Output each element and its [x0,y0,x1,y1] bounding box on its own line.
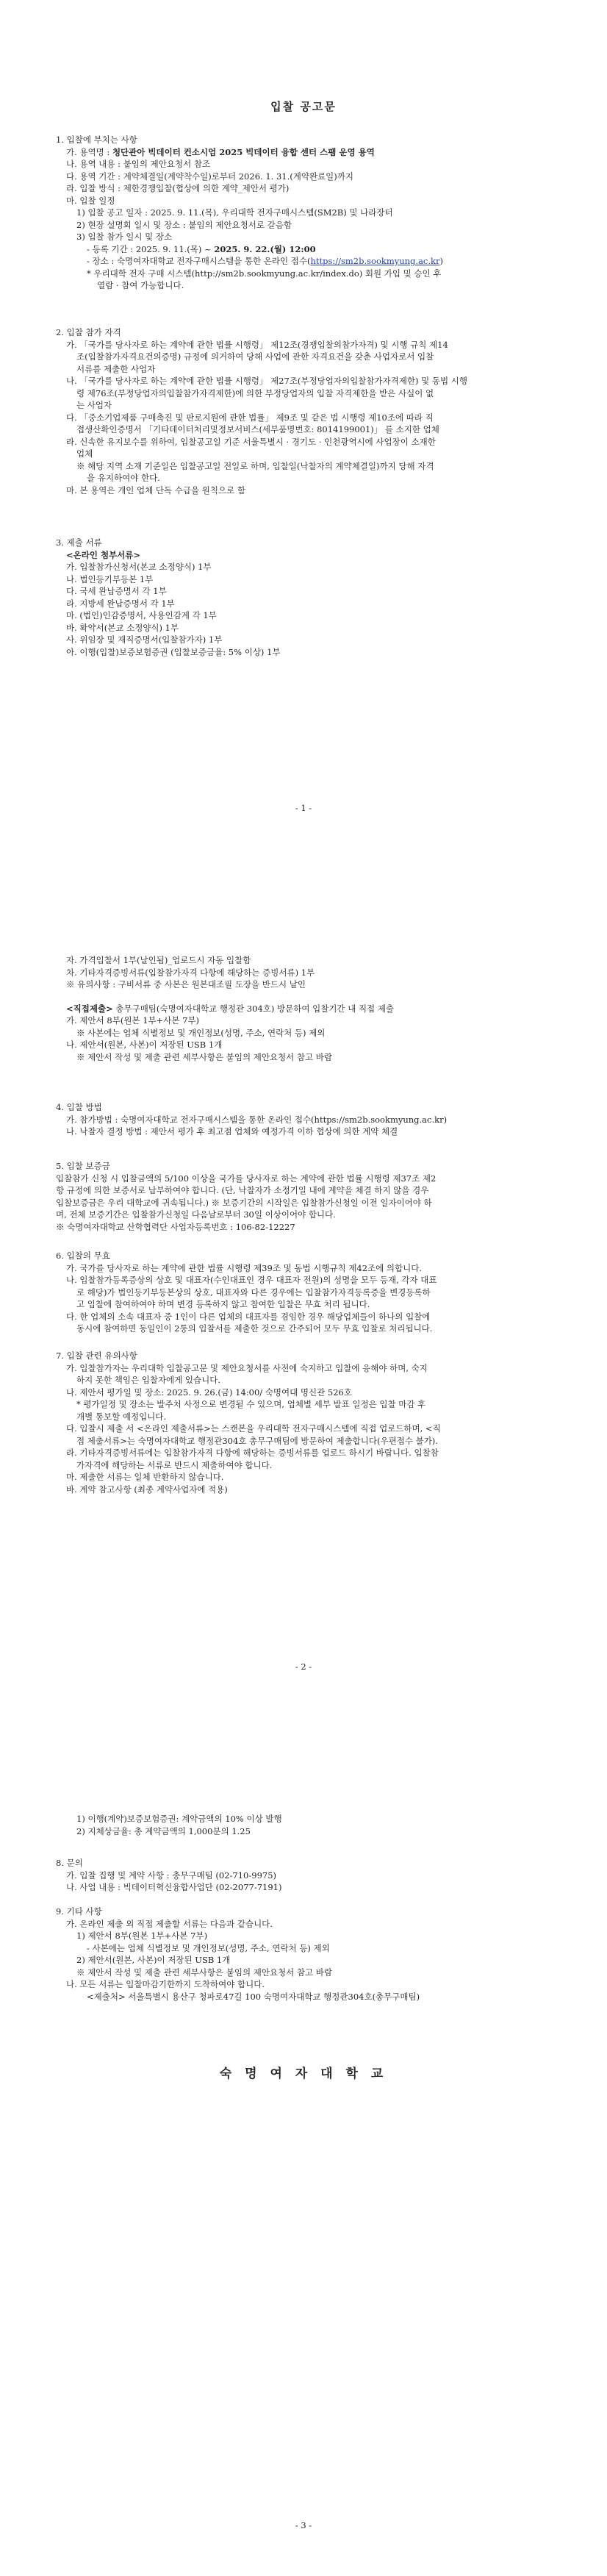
page-number: - 3 - [295,2520,312,2530]
contact-text: 가. 입찰 집행 및 계약 사항 : 총무구매팀 (02-710-9975) [66,1870,277,1881]
deposit-text: 며, 전체 보증기간은 입찰참가신청일 다음날로부터 30일 이상이어야 합니다. [56,1209,336,1220]
registration-period: - 등록 기간 : 2025. 9. 11.(목) ~ 2025. 9. 22.(월) 12:00 [87,243,316,254]
page-3 [0,1717,607,2576]
caution-note: ※ 유의사항 : 구비서류 중 사본은 원본대조필 도장을 반드시 날인 [66,979,306,990]
page-number: - 1 - [295,803,312,813]
list-item: 가. 입찰참가신청서(본교 소정양식) 1부 [66,562,212,572]
qualification-text: 가. 「국가를 당사자로 하는 계약에 관한 법률 시행령」 제12조(경쟁입찰의참가자격) 및 시행 규칙 제14 [66,339,448,350]
section-heading: 3. 제출 서류 [56,537,102,548]
section-1 [56,134,551,292]
deposit-text: 항 규정에 의한 보증서로 납부하여야 합니다. (단, 낙찰자가 소정기일 내에 계약을 체결 하지 않을 경우 [56,1185,429,1195]
section-3-continued [56,954,551,1063]
notice-text: 라. 기타자격증빙서류에는 입찰참가자격 다항에 해당하는 증빙서류를 업로드 하시기 바랍니다. 입찰참 [66,1448,439,1458]
section-heading: 1. 입찰에 부치는 사항 [56,135,137,145]
section-2 [56,326,551,496]
evaluation-date: 나. 제안서 평가일 및 장소: 2025. 9. 26.(금) 14:00/ 숙명여대 명신관 526호 [66,1387,352,1398]
list-item: 아. 이행(입찰)보증보험증권 (입찰보증금율: 5% 이상) 1부 [66,646,281,657]
list-item: 나. 제안서(원본, 사본)이 저장된 USB 1개 [66,1040,223,1050]
invalid-text: 나. 입찰참가등록증상의 상호 및 대표자(수인대표인 경우 대표자 전원)의 성명을 모두 등재, 각자 대표 [66,1275,437,1285]
bid-method: 라. 입찰 방식 : 제한경쟁입찰(협상에 의한 계약_제안서 평가) [66,183,290,193]
qualification-text: 마. 본 용역은 개인 업체 단독 수급을 원칙으로 함 [66,484,245,495]
schedule-item: 2) 현장 설명회 일시 및 장소 : 붙임의 제안요청서로 갈음함 [76,219,292,230]
list-item: 라. 지방세 완납증명서 각 1부 [66,598,175,609]
section-heading: 7. 입찰 관련 유의사항 [56,1350,137,1361]
misc-text: 나. 모든 서류는 입찰마감기한까지 도착하여야 합니다. [66,1979,265,1989]
section-heading: 2. 입찰 참가 자격 [56,327,121,337]
bid-method-text: 가. 참가방법 : 숙명여자대학교 전자구매시스템을 통한 온라인 접수(https://sm2b.sookmyung.ac.kr) [66,1114,448,1125]
bid-method-text: 나. 낙찰자 결정 방법 : 제안서 평가 후 최고점 업체와 예정가격 이하 협상에 의한 계약 체결 [66,1126,398,1137]
section-9 [56,1906,551,2003]
section-6 [56,1250,551,1335]
contact-text: 나. 사업 내용 : 빅데이터혁신융합사업단 (02-2077-7191) [66,1882,282,1892]
notice-text: 다. 입찰시 제출 서 <온라인 제출서류>는 스캔본을 우리대학 전자구매시스템에 직접 업로드하며, <직 [66,1423,441,1434]
misc-note: ※ 제안서 작성 및 제출 관련 세부사항은 붙임의 제안요청서 참고 바람 [76,1967,332,1978]
invalid-text: 로 해당)가 법인등기부등본상의 상호, 대표자와 다른 경우에는 입찰참가자격등록증을 변경등록하 [76,1287,431,1298]
qualification-note: 을 유지하여야 한다. [87,473,160,483]
service-name: 가. 용역명 : 청단관아 빅데이터 컨소시엄 2025 빅데이터 융합 센터 스팸 운영 용역 [66,146,375,157]
notice-text: 바. 계약 참고사항 (최종 계약사업자에 적용) [66,1484,228,1495]
submission-address: <제출처> 서울특별시 용산구 청파로47길 100 숙명여자대학교 행정관304호(총무구매팀) [87,1991,420,2002]
qualification-text: 다. 「중소기업제품 구매촉진 및 판로지원에 관한 법률」 제9조 및 같은 법 시행령 제10조에 따라 직 [66,412,434,423]
invalid-text: 동시에 참여하면 동일인이 2통의 입찰서를 제출한 것으로 간주되어 모두 무효 입찰로 처리됩니다. [76,1323,433,1334]
note: ※ 제안서 작성 및 제출 관련 세부사항은 붙임의 제안요청서 참고 바람 [76,1051,332,1062]
qualification-text: 나. 「국가를 당사자로 하는 계약에 관한 법률 시행령」 제27조(부정당업자의입찰참가자격제한) 및 동법 시행 [66,376,467,386]
qualification-text: 조(입찰참가자격요건의증명) 규정에 의거하여 당해 사업에 관한 자격요건을 갖춘 사업자로서 입찰 [76,351,434,362]
service-content: 나. 용역 내용 : 붙임의 제안요청서 참조 [66,159,211,169]
section-7-continued [56,1813,551,1837]
note: ※ 사본에는 업체 식별정보 및 개인정보(성명, 주소, 연락처 등) 제외 [76,1027,326,1038]
contract-note: 2) 지체상금율: 총 계약금액의 1,000분의 1.25 [76,1825,251,1836]
invalid-text: 고 입찰에 참여하여야 하며 변경 등록하지 않고 참여한 입찰은 무효 처리 됩니다. [76,1299,370,1309]
page-title: 입찰 공고문 [270,100,337,113]
page-1 [0,0,607,859]
list-item: 바. 확약서(본교 소정양식) 1부 [66,622,179,633]
page-2 [0,859,607,1717]
list-item: 사. 위임장 및 재직증명서(입찰참가자) 1부 [66,634,223,645]
misc-text: 가. 온라인 제출 외 직접 제출할 서류는 다음과 같습니다. [66,1918,273,1929]
misc-text: 2) 제안서(원본, 사본)이 저장된 USB 1개 [76,1955,231,1965]
note: * 평가일정 및 장소는 발주처 사정으로 변경될 수 있으며, 업체별 세부 발표 일정은 입찰 마감 후 [76,1399,426,1409]
qualification-text: 업체 [76,448,93,459]
section-4 [56,1101,551,1138]
sm2b-link[interactable]: https://sm2b.sookmyung.ac.kr [310,256,440,266]
misc-text: - 사본에는 업체 식별정보 및 개인정보(성명, 주소, 연락처 등) 제외 [87,1942,330,1953]
business-number: ※ 숙명여자대학교 산학협력단 사업자등록번호 : 106-82-12227 [56,1221,295,1232]
section-heading: 8. 문의 [56,1858,83,1868]
schedule-item: 1) 입찰 공고 일자 : 2025. 9. 11.(목), 우리대학 전자구매시스템(SM2B) 및 나라장터 [76,207,393,218]
section-heading: 6. 입찰의 무효 [56,1251,110,1261]
qualification-note: ※ 해당 지역 소재 기준일은 입찰공고일 전일로 하며, 입찰일(낙찰자의 계약체결일)까지 당해 자격 [76,460,434,471]
list-item: 다. 국세 완납증명서 각 1부 [66,586,167,596]
list-item: 나. 법인등기부등본 1부 [66,573,154,584]
note: 개별 통보할 예정입니다. [76,1411,167,1422]
section-3 [56,537,551,658]
direct-submission: <직접제출> 총무구매팀(숙명여자대학교 행정관 304호) 방문하여 입찰기간 내 직접 제출 [66,1003,395,1014]
schedule-item: 3) 입찰 참가 일시 및 장소 [76,232,173,242]
note: * 우리대학 전자 구매 시스템(http://sm2b.sookmyung.ac.kr/index.do) 회원 가입 및 승인 후 [87,268,442,279]
list-item: 가. 제안서 8부(원본 1부+사본 7부) [66,1015,200,1026]
notice-text: 가. 입찰참가자는 우리대학 입찰공고문 및 제안요청서를 사전에 숙지하고 입찰에 응해야 하며, 숙지 [66,1362,428,1373]
note: 열람 · 참여 가능합니다. [97,280,184,290]
list-item: 차. 기타자격증빙서류(입찰참가자격 다항에 해당하는 증빙서류) 1부 [66,967,315,978]
service-period: 다. 용역 기간 : 계약체결일(계약착수일)로부터 2026. 1. 31.(계약완료일)까지 [66,171,353,182]
notice-text: 접 제출서류>는 숙명여자대학교 행정관304호 총무구매팀에 방문하여 제출합니다(우편접수 불가). [76,1435,438,1446]
qualification-text: 서류를 제출한 사업자 [76,363,156,374]
invalid-text: 다. 한 업체의 소속 대표자 중 1인이 다른 업체의 대표자를 겸임한 경우 해당업체들이 하나의 입찰에 [66,1311,431,1322]
page-number: - 2 - [295,1661,312,1672]
notice-text: 가자격에 해당하는 서류로 반드시 제출하여야 합니다. [76,1459,273,1470]
submission-place: - 장소 : 숙명여자대학교 전자구매시스템을 통한 온라인 접수(https://sm2b.sookmyung.ac.kr) [87,256,443,266]
qualification-text: 령 제76조(부정당업자의입찰참가자격제한)에 의한 부정당업자의 입찰 자격제한을 받은 사실이 없 [76,387,434,398]
section-5 [56,1160,551,1233]
university-name: 숙 명 여 자 대 학 교 [219,2067,388,2081]
misc-text: 1) 제안서 8부(원본 1부+사본 7부) [76,1931,208,1941]
notice-text: 마. 제출한 서류는 일체 반환하지 않습니다. [66,1472,224,1482]
section-7 [56,1350,551,1495]
deposit-text: 입찰보증금은 우리 대학교에 귀속됩니다.) ※ 보증기간의 시작일은 입찰참가신청일 이전 일자이어야 하 [56,1197,432,1208]
qualification-text: 접생산확인증명서 「기타데이터처리및정보서비스(세부품명번호: 8014199001)」 를 소지한 업체 [76,424,439,434]
bid-schedule: 마. 입찰 일정 [66,195,115,206]
section-heading: 9. 기타 사항 [56,1906,102,1917]
deposit-text: 입찰참가 신청 시 입찰금액의 5/100 이상을 국가를 당사자로 하는 계약에 관한 법률 시행령 제37조 제2 [56,1173,437,1184]
contract-note: 1) 이행(계약)보증보험증권: 계약금액의 10% 이상 발행 [76,1814,282,1824]
invalid-text: 가. 국가를 당사자로 하는 계약에 관한 법률 시행령 제39조 및 동법 시행규칙 제42조에 의합니다. [66,1262,423,1273]
notice-text: 하지 못한 책임은 입찰자에게 있습니다. [76,1375,221,1385]
section-heading: 5. 입찰 보증금 [56,1161,110,1171]
qualification-text: 라. 신속한 유지보수를 위하여, 입찰공고일 기준 서울특별시 · 경기도 · 인천광역시에 사업장이 소재한 [66,436,436,447]
online-docs-heading: <온라인 첨부서류> [66,549,141,560]
qualification-text: 는 사업자 [76,400,112,410]
list-item: 자. 가격입찰서 1부(날인됨)_업로드시 자동 입찰함 [66,955,251,965]
section-heading: 4. 입찰 방법 [56,1102,102,1112]
section-8 [56,1857,551,1894]
list-item: 마. (법인)인감증명서, 사용인감계 각 1부 [66,610,217,620]
